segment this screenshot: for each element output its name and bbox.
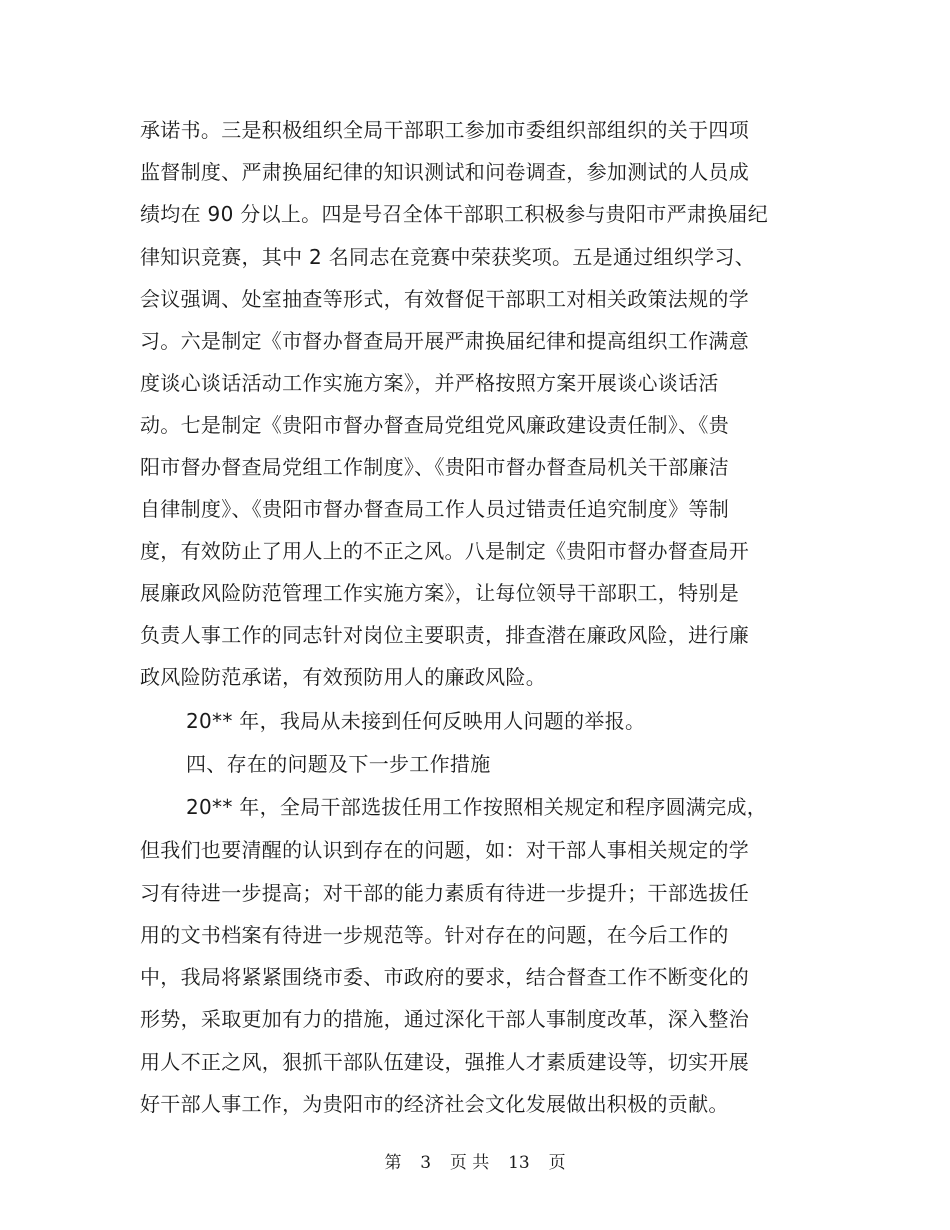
footer-prefix: 第 <box>384 1153 402 1173</box>
page-footer <box>0 1152 950 1174</box>
body-line: 习有待进一步提高；对干部的能力素质有待进一步提升；干部选拔任 <box>140 881 749 905</box>
body-line: 好干部人事工作，为贵阳市的经济社会文化发展做出积极的贡献。 <box>140 1092 729 1116</box>
body-line: 政风险防范承诺，有效预防用人的廉政风险。 <box>140 665 546 689</box>
body-line: 度，有效防止了用人上的不正之风。八是制定《贵阳市督办督查局开 <box>140 539 749 563</box>
body-line: 承诺书。三是积极组织全局干部职工参加市委组织部组织的关于四项 <box>140 118 749 142</box>
section-heading: 四、存在的问题及下一步工作措施 <box>186 752 491 776</box>
body-line: 用人不正之风，狠抓干部队伍建设，强推人才素质建设等，切实开展 <box>140 1050 749 1074</box>
footer-middle: 页 共 <box>449 1153 490 1173</box>
body-line: 但我们也要清醒的认识到存在的问题，如：对干部人事相关规定的学 <box>140 838 749 862</box>
body-line: 自律制度》、《贵阳市督办督查局工作人员过错责任追究制度》等制 <box>140 497 729 521</box>
body-line: 用的文书档案有待进一步规范等。针对存在的问题，在今后工作的 <box>140 923 729 947</box>
body-line: 负责人事工作的同志针对岗位主要职责，排查潜在廉政风险，进行廉 <box>140 623 749 647</box>
body-line: 监督制度、严肃换届纪律的知识测试和问卷调查，参加测试的人员成 <box>140 160 749 184</box>
footer-suffix: 页 <box>548 1153 566 1173</box>
body-line: 习。六是制定《市督办督查局开展严肃换届纪律和提高组织工作满意 <box>140 329 749 353</box>
body-line: 阳市督办督查局党组工作制度》、《贵阳市督办督查局机关干部廉洁 <box>140 455 729 479</box>
body-line: 度谈心谈话活动工作实施方案》，并严格按照方案开展谈心谈话活 <box>140 371 719 395</box>
statement-line: 20** 年，我局从未接到任何反映用人问题的举报。 <box>186 709 646 733</box>
body-line: 形势，采取更加有力的措施，通过深化干部人事制度改革，深入整治 <box>140 1007 749 1031</box>
body-line: 20** 年，全局干部选拔任用工作按照相关规定和程序圆满完成， <box>186 795 768 819</box>
body-line: 中，我局将紧紧围绕市委、市政府的要求，结合督查工作不断变化的 <box>140 965 749 989</box>
current-page-number: 3 <box>420 1153 432 1173</box>
body-line: 律知识竞赛，其中 2 名同志在竞赛中荣获奖项。五是通过组织学习、 <box>140 245 756 269</box>
body-line: 展廉政风险防范管理工作实施方案》，让每位领导干部职工，特别是 <box>140 581 739 605</box>
total-page-number: 13 <box>508 1153 530 1173</box>
body-line: 绩均在 90 分以上。四是号召全体干部职工积极参与贵阳市严肃换届纪 <box>140 202 769 226</box>
body-line: 会议强调、处室抽查等形式，有效督促干部职工对相关政策法规的学 <box>140 287 749 311</box>
body-line: 动。七是制定《贵阳市督办督查局党组党风廉政建设责任制》、《贵 <box>140 413 729 437</box>
